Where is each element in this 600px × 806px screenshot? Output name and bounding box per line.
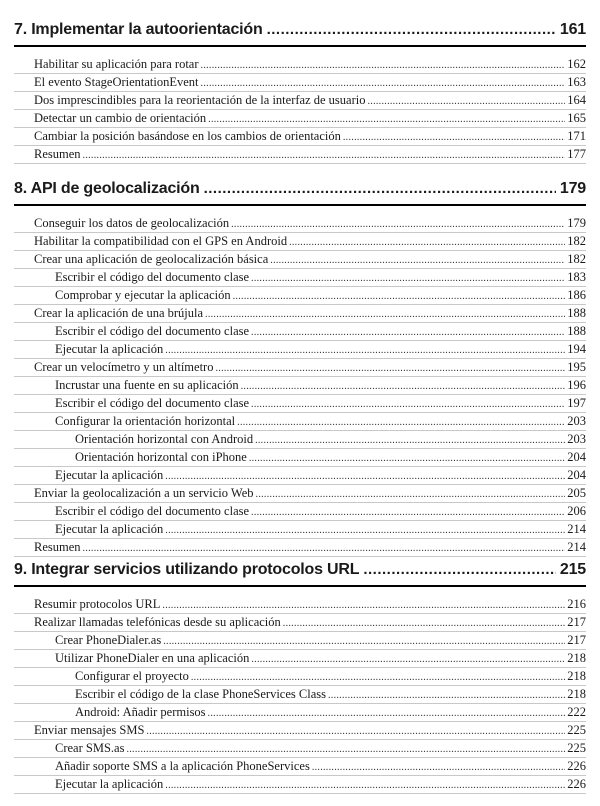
entry-title: Cambiar la posición basándose en los cambios de orientación bbox=[34, 129, 341, 143]
dot-leader bbox=[328, 687, 565, 704]
chapter-page: 161 bbox=[559, 21, 586, 38]
entry-title: Enviar mensajes SMS bbox=[34, 723, 145, 737]
dot-leader bbox=[363, 559, 556, 581]
entry-page: 162 bbox=[567, 57, 586, 71]
entry-title: Habilitar la compatibilidad con el GPS en Android bbox=[34, 234, 288, 248]
dot-leader bbox=[215, 360, 565, 377]
entry-title: Configurar la orientación horizontal bbox=[55, 414, 236, 428]
chapter-8-section bbox=[14, 178, 586, 557]
entry-page: 165 bbox=[567, 111, 586, 125]
entry-page: 182 bbox=[567, 234, 586, 248]
entry-title: Orientación horizontal con iPhone bbox=[75, 450, 247, 464]
toc-subentry[interactable] bbox=[14, 740, 586, 758]
dot-leader bbox=[367, 93, 565, 110]
entry-title: Escribir el código del documento clase bbox=[55, 396, 250, 410]
toc-entry[interactable] bbox=[14, 110, 586, 128]
entry-title: Utilizar PhoneDialer en una aplicación bbox=[55, 651, 250, 665]
dot-leader bbox=[251, 396, 565, 413]
dot-leader bbox=[241, 378, 566, 395]
chapter-rule bbox=[14, 585, 586, 587]
toc-subentry[interactable] bbox=[14, 758, 586, 776]
chapter-heading[interactable] bbox=[14, 178, 586, 200]
entry-title: Habilitar su aplicación para rotar bbox=[34, 57, 199, 71]
entry-page: 182 bbox=[567, 252, 586, 266]
dot-leader bbox=[237, 414, 565, 431]
entry-title: Ejecutar la aplicación bbox=[55, 777, 164, 791]
entry-page: 188 bbox=[567, 324, 586, 338]
entry-title: Resumir protocolos URL bbox=[34, 597, 161, 611]
toc-subentry[interactable] bbox=[14, 776, 586, 794]
chapter-title: 9. Integrar servicios utilizando protocolos URL bbox=[14, 561, 360, 578]
entry-page: 205 bbox=[567, 486, 586, 500]
entry-title: Crear la aplicación de una brújula bbox=[34, 306, 204, 320]
toc-entry[interactable] bbox=[14, 614, 586, 632]
entry-page: 217 bbox=[567, 615, 586, 629]
entry-page: 204 bbox=[567, 468, 586, 482]
toc-entry[interactable] bbox=[14, 722, 586, 740]
entry-page: 204 bbox=[567, 450, 586, 464]
entry-page: 163 bbox=[567, 75, 586, 89]
dot-leader bbox=[205, 306, 565, 323]
dot-leader bbox=[165, 522, 565, 539]
dot-leader bbox=[312, 759, 565, 776]
entry-title: Añadir soporte SMS a la aplicación PhoneServices bbox=[55, 759, 310, 773]
entry-page: 217 bbox=[567, 633, 586, 647]
toc-entry[interactable] bbox=[14, 596, 586, 614]
toc-subsubentry[interactable] bbox=[14, 431, 586, 449]
toc-entry[interactable] bbox=[14, 485, 586, 503]
toc-subsubentry[interactable] bbox=[14, 449, 586, 467]
dot-leader bbox=[204, 178, 556, 200]
entry-page: 226 bbox=[567, 777, 586, 791]
entry-title: Crear PhoneDialer.as bbox=[55, 633, 162, 647]
chapter-9-section bbox=[14, 559, 586, 794]
dot-leader bbox=[233, 288, 566, 305]
entry-title: Configurar el proyecto bbox=[75, 669, 189, 683]
entry-title: Android: Añadir permisos bbox=[75, 705, 206, 719]
entry-title: Escribir el código del documento clase bbox=[55, 270, 250, 284]
dot-leader bbox=[283, 615, 565, 632]
toc-subentry[interactable] bbox=[14, 269, 586, 287]
chapter-title: 8. API de geolocalización bbox=[14, 180, 200, 197]
entry-title: Dos imprescindibles para la reorientación de la interfaz de usuario bbox=[34, 93, 366, 107]
toc-subentry[interactable] bbox=[14, 377, 586, 395]
entry-title: Resumen bbox=[34, 540, 81, 554]
entry-page: 218 bbox=[567, 651, 586, 665]
entry-page: 177 bbox=[567, 147, 586, 161]
toc-subentry[interactable] bbox=[14, 341, 586, 359]
dot-leader bbox=[270, 252, 565, 269]
toc-subsubentry[interactable] bbox=[14, 686, 586, 704]
toc-subentry[interactable] bbox=[14, 413, 586, 431]
entry-page: 218 bbox=[567, 669, 586, 683]
entry-page: 214 bbox=[567, 540, 586, 554]
dot-leader bbox=[126, 741, 565, 758]
dot-leader bbox=[162, 597, 565, 614]
dot-leader bbox=[251, 270, 565, 287]
dot-leader bbox=[267, 19, 556, 41]
chapter-page: 215 bbox=[559, 561, 586, 578]
toc-subentry[interactable] bbox=[14, 395, 586, 413]
entry-title: Realizar llamadas telefónicas desde su aplicación bbox=[34, 615, 281, 629]
toc-entry[interactable] bbox=[14, 539, 586, 557]
dot-leader bbox=[201, 57, 566, 74]
dot-leader bbox=[289, 234, 565, 251]
dot-leader bbox=[251, 651, 565, 668]
entry-page: 222 bbox=[567, 705, 586, 719]
dot-leader bbox=[146, 723, 565, 740]
entry-page: 226 bbox=[567, 759, 586, 773]
entry-page: 218 bbox=[567, 687, 586, 701]
toc-entries bbox=[14, 56, 586, 164]
toc-subentry[interactable] bbox=[14, 632, 586, 650]
entry-page: 171 bbox=[567, 129, 586, 143]
chapter-page: 179 bbox=[559, 180, 586, 197]
dot-leader bbox=[249, 450, 565, 467]
toc-subsubentry[interactable] bbox=[14, 704, 586, 722]
entry-title: Detectar un cambio de orientación bbox=[34, 111, 207, 125]
entry-title: Ejecutar la aplicación bbox=[55, 342, 164, 356]
entry-title: Escribir el código del documento clase bbox=[55, 324, 250, 338]
chapter-rule bbox=[14, 204, 586, 206]
toc-entry[interactable] bbox=[14, 56, 586, 74]
entry-title: Ejecutar la aplicación bbox=[55, 522, 164, 536]
dot-leader bbox=[163, 633, 565, 650]
entry-title: El evento StageOrientationEvent bbox=[34, 75, 199, 89]
entry-title: Conseguir los datos de geolocalización bbox=[34, 216, 230, 230]
entry-title: Comprobar y ejecutar la aplicación bbox=[55, 288, 231, 302]
chapter-rule bbox=[14, 45, 586, 47]
entry-title: Crear un velocímetro y un altímetro bbox=[34, 360, 214, 374]
entry-page: 196 bbox=[567, 378, 586, 392]
entry-page: 197 bbox=[567, 396, 586, 410]
toc-entry[interactable] bbox=[14, 128, 586, 146]
entry-title: Crear una aplicación de geolocalización básica bbox=[34, 252, 269, 266]
toc-entry[interactable] bbox=[14, 359, 586, 377]
dot-leader bbox=[251, 504, 565, 521]
dot-leader bbox=[165, 468, 565, 485]
entry-page: 179 bbox=[567, 216, 586, 230]
entry-title: Escribir el código de la clase PhoneServices Class bbox=[75, 687, 326, 701]
entry-page: 188 bbox=[567, 306, 586, 320]
dot-leader bbox=[256, 486, 566, 503]
dot-leader bbox=[255, 432, 565, 449]
entry-page: 203 bbox=[567, 432, 586, 446]
entry-page: 216 bbox=[567, 597, 586, 611]
entry-title: Crear SMS.as bbox=[55, 741, 125, 755]
dot-leader bbox=[208, 111, 565, 128]
entry-page: 206 bbox=[567, 504, 586, 518]
entry-page: 183 bbox=[567, 270, 586, 284]
entry-page: 214 bbox=[567, 522, 586, 536]
dot-leader bbox=[83, 540, 566, 557]
toc-entry[interactable] bbox=[14, 92, 586, 110]
entry-page: 225 bbox=[567, 741, 586, 755]
toc-entry[interactable] bbox=[14, 146, 586, 164]
entry-page: 194 bbox=[567, 342, 586, 356]
entry-title: Enviar la geolocalización a un servicio Web bbox=[34, 486, 254, 500]
entry-page: 164 bbox=[567, 93, 586, 107]
toc-subentry[interactable] bbox=[14, 287, 586, 305]
dot-leader bbox=[201, 75, 566, 92]
toc-entries bbox=[14, 215, 586, 557]
toc-subsubentry[interactable] bbox=[14, 668, 586, 686]
toc-subentry[interactable] bbox=[14, 467, 586, 485]
entry-title: Resumen bbox=[34, 147, 81, 161]
dot-leader bbox=[191, 669, 565, 686]
chapter-heading[interactable] bbox=[14, 19, 586, 41]
dot-leader bbox=[165, 777, 565, 794]
dot-leader bbox=[251, 324, 565, 341]
toc-subentry[interactable] bbox=[14, 650, 586, 668]
dot-leader bbox=[231, 216, 565, 233]
toc-entries bbox=[14, 596, 586, 794]
toc-subentry[interactable] bbox=[14, 521, 586, 539]
entry-page: 186 bbox=[567, 288, 586, 302]
entry-page: 195 bbox=[567, 360, 586, 374]
dot-leader bbox=[208, 705, 566, 722]
entry-page: 225 bbox=[567, 723, 586, 737]
dot-leader bbox=[165, 342, 565, 359]
toc-entry[interactable] bbox=[14, 305, 586, 323]
toc-subentry[interactable] bbox=[14, 323, 586, 341]
entry-title: Escribir el código del documento clase bbox=[55, 504, 250, 518]
entry-title: Orientación horizontal con Android bbox=[75, 432, 254, 446]
toc-entry[interactable] bbox=[14, 233, 586, 251]
toc-entry[interactable] bbox=[14, 251, 586, 269]
entry-title: Incrustar una fuente en su aplicación bbox=[55, 378, 239, 392]
dot-leader bbox=[343, 129, 565, 146]
toc-entry[interactable] bbox=[14, 215, 586, 233]
dot-leader bbox=[83, 147, 566, 164]
entry-title: Ejecutar la aplicación bbox=[55, 468, 164, 482]
chapter-title: 7. Implementar la autoorientación bbox=[14, 21, 263, 38]
toc-subentry[interactable] bbox=[14, 503, 586, 521]
chapter-heading[interactable] bbox=[14, 559, 586, 581]
toc-entry[interactable] bbox=[14, 74, 586, 92]
entry-page: 203 bbox=[567, 414, 586, 428]
chapter-7-section bbox=[14, 19, 586, 164]
